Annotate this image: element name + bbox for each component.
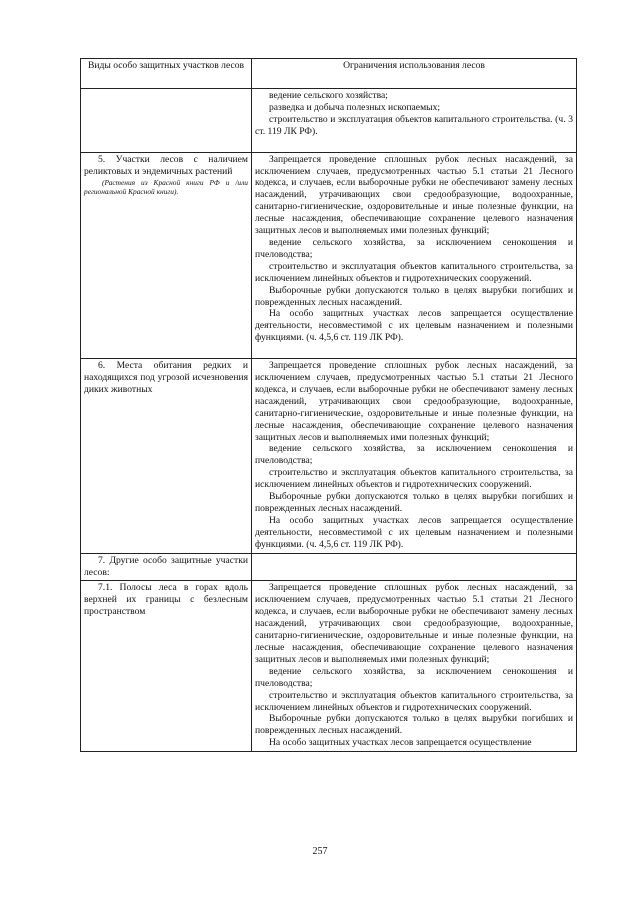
restriction-paragraph: ведение сельского хозяйства, за исключением сенокошения и пчеловодства; [255,236,573,260]
restriction-paragraph: Запрещается проведение сплошных рубок лесных насаждений, за исключением случаев, предусмотренных частью 5.1 статьи 21 Лесного кодекса, и случаев, если выборочные рубки не обеспечивают замену лесных насаждений, утрачивающих свои средообразующие, водоохранные, санитарно-гигиенические, оздоровительные и иные полезные функции, на лесные насаждения, обеспечивающие сохранение целевого назначения защитных лесов и выполняемых ими полезных функций; [255,360,573,443]
restriction-paragraph: Запрещается проведение сплошных рубок лесных насаждений, за исключением случаев, предусмотренных частью 5.1 статьи 21 Лесного кодекса, и случаев, если выборочные рубки не обеспечивают замену лесных насаждений, утрачивающих свои средообразующие, водоохранные, санитарно-гигиенические, оздоровительные и иные полезные функции, на лесные насаждения, обеспечивающие сохранение целевого назначения защитных лесов и выполняемых ими полезных функций; [255,582,573,665]
restrictions-table [80,58,577,752]
restriction-paragraph: Запрещается проведение сплошных рубок лесных насаждений, за исключением случаев, предусмотренных частью 5.1 статьи 21 Лесного кодекса, и случаев, если выборочные рубки не обеспечивают замену лесных насаждений, утрачивающих свои средообразующие, водоохранные, санитарно-гигиенические, оздоровительные и иные полезные функции, на лесные насаждения, обеспечивающие сохранение целевого назначения защитных лесов и выполняемых ими полезных функций; [255,153,573,237]
restriction-paragraph: ведение сельского хозяйства; [269,90,388,101]
restriction-paragraph: строительство и эксплуатация объектов капитального строительства, за исключением линейных объектов и гидротехнических сооружений. [255,467,573,491]
row-restrictions-cell [252,581,577,752]
row-restrictions-cell [252,152,577,359]
restriction-paragraph: строительство и эксплуатация объектов капитального строительства, за исключением линейных объектов и гидротехнических сооружений. [255,260,573,284]
area-name: 6. Места обитания редких и находящихся под угрозой исчезновения диких животных [84,360,248,395]
row-restrictions-cell [252,89,577,153]
restriction-paragraph: ведение сельского хозяйства, за исключением сенокошения и пчеловодства; [255,443,573,467]
restriction-paragraph: На особо защитных участках лесов запрещается осуществление деятельности, несовместимой с их целевым назначением и полезными функциями. (ч. 4,5,6 ст. 119 ЛК РФ). [255,308,573,344]
area-name: 5. Участки лесов с наличием реликтовых и эндемичных растений [84,153,248,177]
table-row [81,359,577,554]
area-note: (Растения из Красной книги РФ и /или региональной Красной книги). [84,178,248,197]
restriction-paragraph: Выборочные рубки допускаются только в целях вырубки погибших и поврежденных лесных насаждений. [255,713,573,737]
row-area-cell [81,553,252,581]
header-protected-areas: Виды особо защитных участков лесов [81,59,252,89]
row-area-cell [81,89,252,153]
row-restrictions-cell [252,553,577,581]
table-row [81,553,577,581]
restriction-paragraph: На особо защитных участках лесов запрещается осуществление деятельности, несовместимой с их целевым назначением и полезными функциями. (ч. 4,5,6 ст. 119 ЛК РФ). [255,514,573,550]
restriction-paragraph: На особо защитных участках лесов запрещается осуществление [269,737,532,749]
table-row [81,581,577,752]
row-restrictions-cell [252,359,577,554]
header-restrictions: Ограничения использования лесов [252,59,577,89]
restriction-paragraph: строительство и эксплуатация объектов капитального строительства. (ч. 3 ст. 119 ЛК РФ). [255,113,573,137]
row-area-cell [81,359,252,554]
restriction-paragraph: Выборочные рубки допускаются только в целях вырубки погибших и поврежденных лесных насаждений. [255,491,573,514]
row-area-cell [81,152,252,359]
restriction-paragraph: Выборочные рубки допускаются только в целях вырубки погибших и поврежденных лесных насаждений. [255,284,573,308]
page-number: 257 [312,846,328,857]
area-name: 7.1. Полосы леса в горах вдоль верхней их границы с безлесным пространством [84,582,248,618]
restriction-paragraph: разведка и добыча полезных ископаемых; [269,101,441,113]
table-row [81,89,577,153]
table-header-row [81,59,577,89]
table-row [81,152,577,359]
restriction-paragraph: ведение сельского хозяйства, за исключением сенокошения и пчеловодства; [255,665,573,689]
restriction-paragraph: строительство и эксплуатация объектов капитального строительства, за исключением линейных объектов и гидротехнических сооружений. [255,689,573,713]
row-area-cell [81,581,252,752]
area-name: 7. Другие особо защитные участки лесов: [84,554,248,578]
